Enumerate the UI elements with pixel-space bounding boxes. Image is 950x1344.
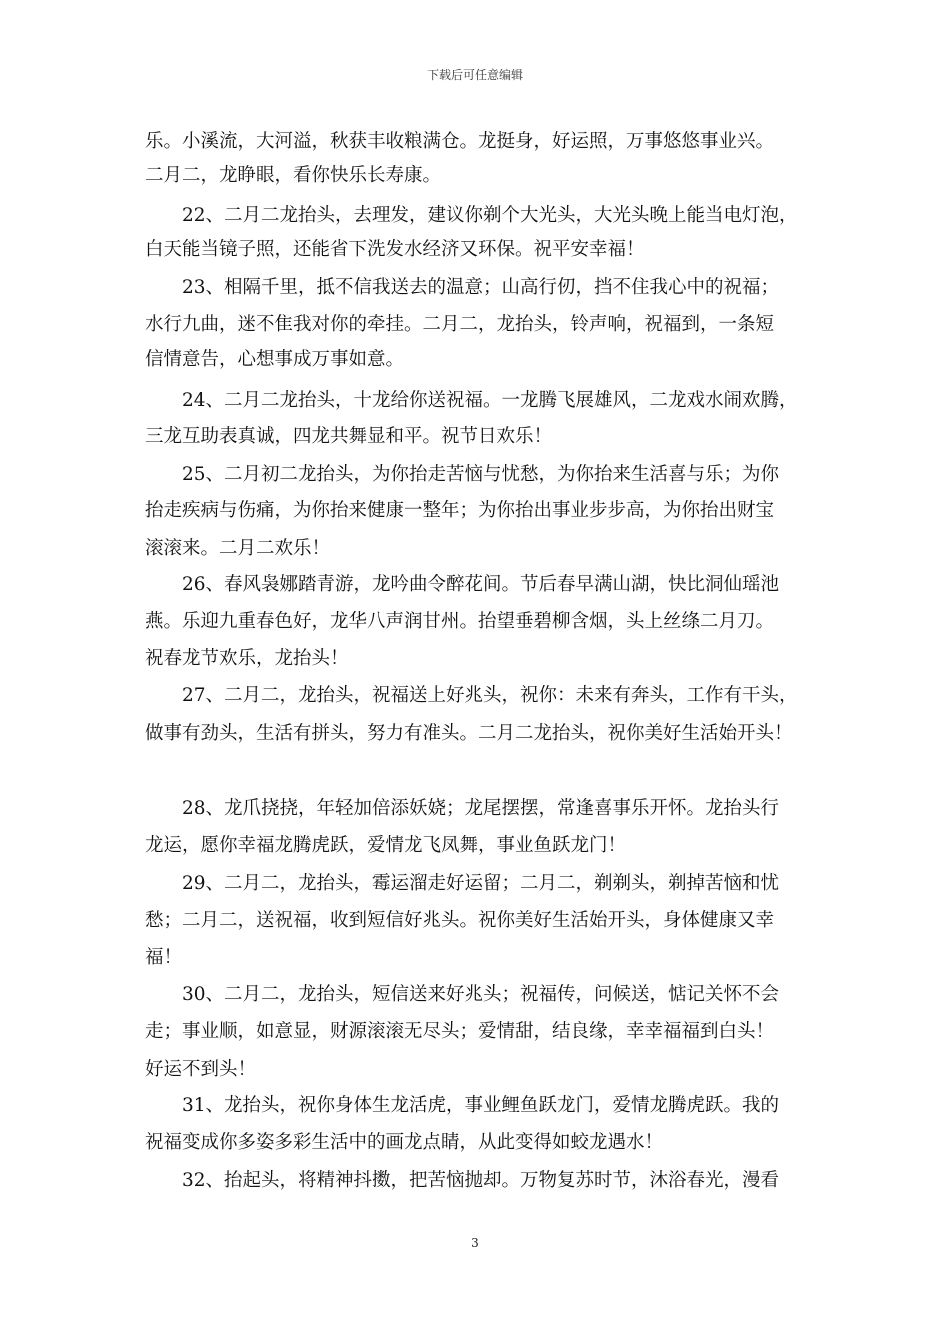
text-line: 走；事业顺，如意显，财源滚滚无尽头；爱情甜，结良缘，幸幸福福到白头！ bbox=[145, 1021, 775, 1042]
text-line: 抬走疾病与伤痛，为你抬来健康一整年；为你抬出事业步步高，为你抬出财宝 bbox=[145, 500, 775, 521]
text-line: 二月二，龙睁眼，看你快乐长寿康。 bbox=[145, 165, 442, 186]
text-line: 做事有劲头，生活有拼头，努力有准头。二月二龙抬头，祝你美好生活始开头！ bbox=[145, 723, 793, 744]
text-line: 愁；二月二，送祝福，收到短信好兆头。祝你美好生活始开头，身体健康又幸 bbox=[145, 910, 775, 931]
page-header: 下载后可任意编辑 bbox=[426, 68, 523, 82]
paragraph-first-line: 32、抬起头，将精神抖擞，把苦恼抛却。万物复苏时节，沐浴春光，漫看 bbox=[182, 1170, 780, 1191]
paragraph-first-line: 25、二月初二龙抬头，为你抬走苦恼与忧愁，为你抬来生活喜与乐；为你 bbox=[182, 464, 780, 485]
paragraph-first-line: 26、春风袅娜踏青游，龙吟曲令醉花间。节后春早满山湖，快比洞仙瑶池 bbox=[182, 574, 780, 595]
paragraph-first-line: 28、龙爪挠挠，年轻加倍添妖娆；龙尾摆摆，常逢喜事乐开怀。龙抬头行 bbox=[182, 798, 780, 819]
page-number: 3 bbox=[471, 1236, 479, 1250]
text-line: 信情意告，心想事成万事如意。 bbox=[145, 349, 405, 370]
paragraph-first-line: 23、相隔千里，抵不信我送去的温意；山高行仞，挡不住我心中的祝福； bbox=[182, 277, 780, 298]
text-line: 祝春龙节欢乐，龙抬头！ bbox=[145, 648, 349, 669]
paragraph-first-line: 22、二月二龙抬头，去理发，建议你剃个大光头，大光头晚上能当电灯泡， bbox=[182, 205, 798, 226]
text-line: 滚滚来。二月二欢乐！ bbox=[145, 538, 331, 559]
text-line: 福！ bbox=[145, 947, 183, 968]
text-line: 水行九曲，迷不隹我对你的牵挂。二月二，龙抬头，铃声响，祝福到，一条短 bbox=[145, 314, 775, 335]
paragraph-first-line: 24、二月二龙抬头，十龙给你送祝福。一龙腾飞展雄风，二龙戏水闹欢腾， bbox=[182, 390, 798, 411]
text-line: 祝福变成你多姿多彩生活中的画龙点睛，从此变得如蛟龙遇水！ bbox=[145, 1132, 664, 1153]
paragraph-first-line: 31、龙抬头，祝你身体生龙活虎，事业鲤鱼跃龙门，爱情龙腾虎跃。我的 bbox=[182, 1095, 780, 1116]
paragraph-first-line: 30、二月二，龙抬头，短信送来好兆头；祝福传，问候送，惦记关怀不会 bbox=[182, 984, 780, 1005]
paragraph-first-line: 27、二月二，龙抬头，祝福送上好兆头，祝你：未来有奔头，工作有干头， bbox=[182, 685, 798, 706]
paragraph-first-line: 29、二月二，龙抬头，霉运溜走好运留；二月二，剃剃头，剃掉苦恼和忧 bbox=[182, 873, 780, 894]
text-line: 燕。乐迎九重春色好，龙华八声润甘州。抬望垂碧柳含烟，头上丝绦二月刀。 bbox=[145, 611, 775, 632]
text-line: 三龙互助表真诚，四龙共舞显和平。祝节日欢乐！ bbox=[145, 426, 553, 447]
text-line: 乐。小溪流，大河溢，秋获丰收粮满仓。龙挺身，好运照，万事悠悠事业兴。 bbox=[145, 131, 775, 152]
text-line: 好运不到头！ bbox=[145, 1059, 257, 1080]
text-line: 白天能当镜子照，还能省下洗发水经济又环保。祝平安幸福！ bbox=[145, 239, 645, 260]
text-line: 龙运，愿你幸福龙腾虎跃，爱情龙飞凤舞，事业鱼跃龙门！ bbox=[145, 835, 627, 856]
